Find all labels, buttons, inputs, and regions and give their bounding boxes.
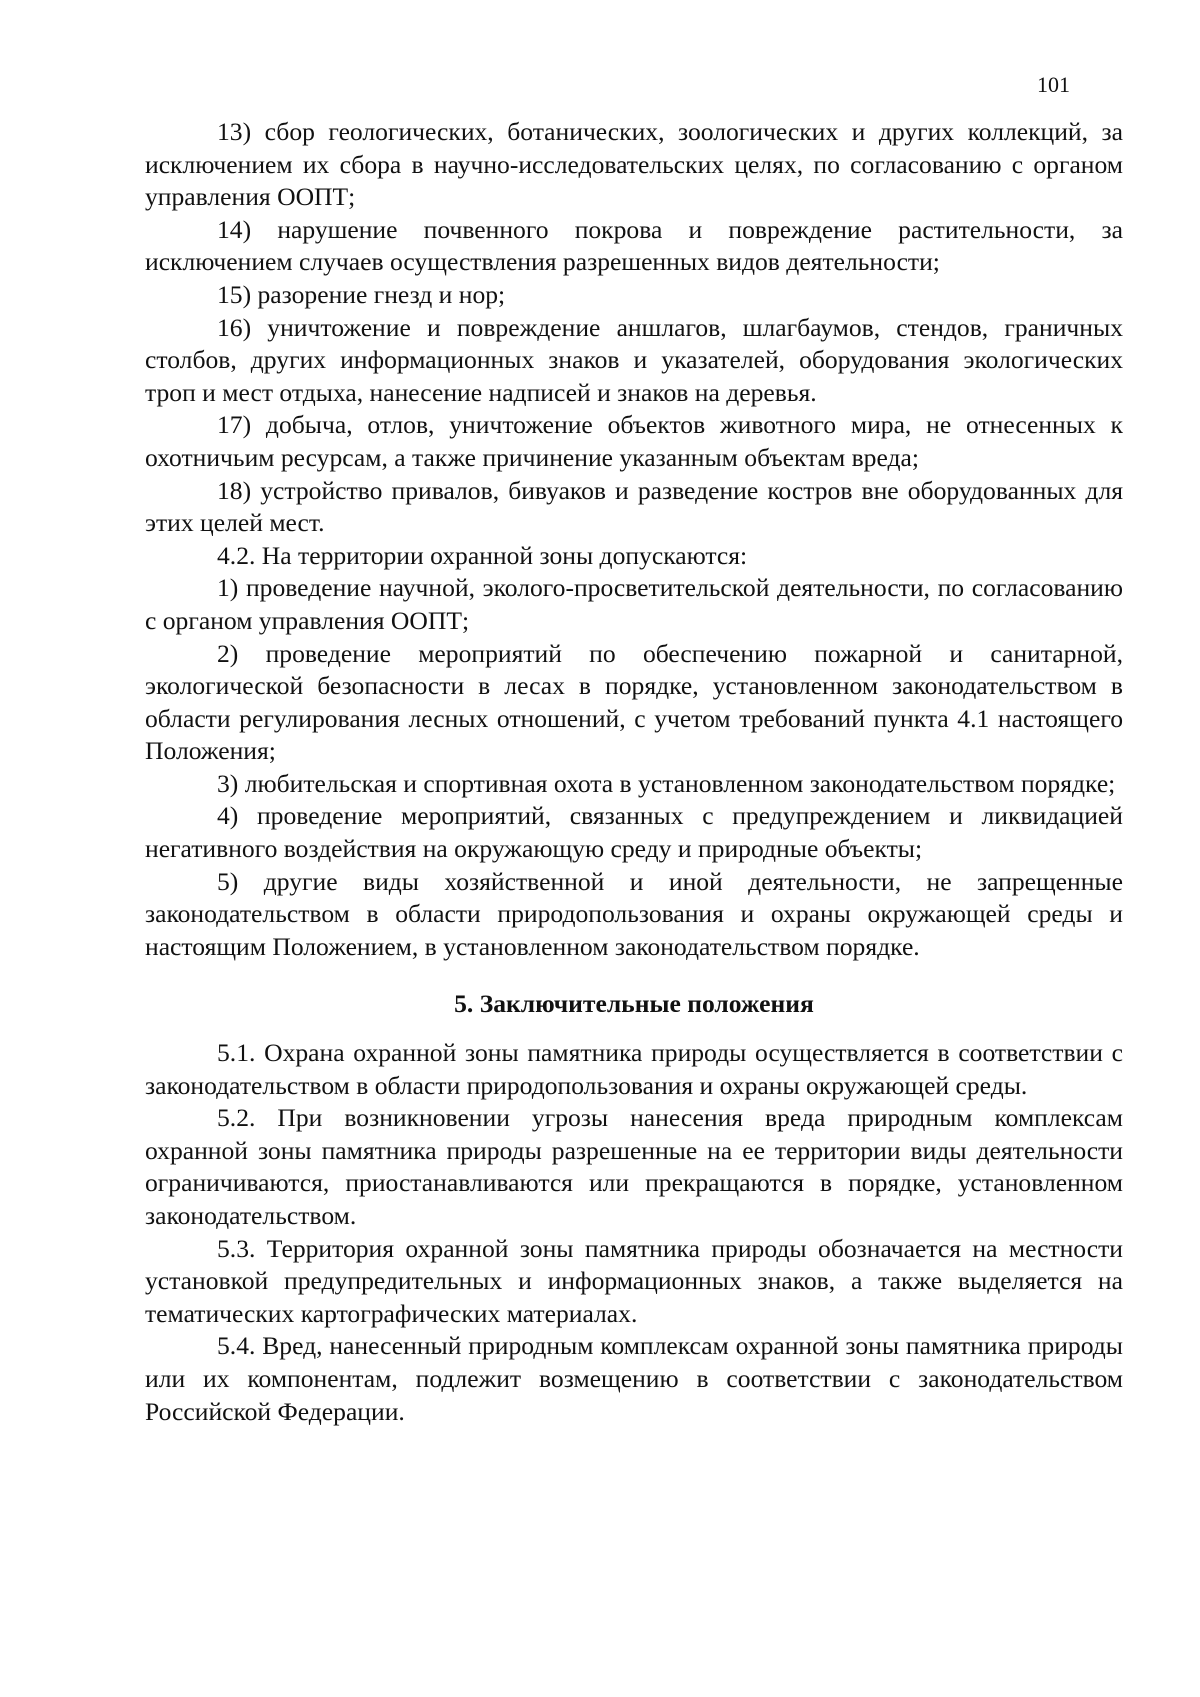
section-heading: 5. Заключительные положения (454, 989, 814, 1019)
allowed-item-3: 3) любительская и спортивная охота в установленном законодательством порядке; (217, 768, 1116, 798)
list-item-16: 16) уничтожение и повреждение аншлагов, шлагбаумов, стендов, граничных столбов, других информационных знаков и указателей, оборудования экологических троп и мест отдыха, нанесение надписей и знаков на деревья. (145, 312, 1123, 407)
list-item-15: 15) разорение гнезд и нор; (217, 279, 506, 309)
clause-5-2: 5.2. При возникновении угрозы нанесения вреда природным комплексам охранной зоны памятника природы разрешенные на ее территории виды деятельности ограничиваются, приостанавливаются или прекращаются в порядке, установленном законодательством. (145, 1103, 1123, 1230)
list-item-18: 18) устройство привалов, бивуаков и разведение костров вне оборудованных для этих целей мест. (145, 475, 1123, 538)
list-item-13: 13) сбор геологических, ботанических, зоологических и других коллекций, за исключением их сбора в научно-исследовательских целях, по согласованию с органом управления ООПТ; (145, 117, 1123, 212)
document-body (145, 116, 1123, 1428)
clause-4-2: 4.2. На территории охранной зоны допускаются: (217, 540, 748, 570)
allowed-item-4: 4) проведение мероприятий, связанных с предупреждением и ликвидацией негативного воздействия на окружающую среду и природные объекты; (145, 801, 1123, 864)
list-item-14: 14) нарушение почвенного покрова и повреждение растительности, за исключением случаев осуществления разрешенных видов деятельности; (145, 214, 1123, 277)
list-item-17: 17) добыча, отлов, уничтожение объектов животного мира, не отнесенных к охотничьим ресурсам, а также причинение указанным объектам вреда; (145, 410, 1123, 472)
allowed-item-2: 2) проведение мероприятий по обеспечению пожарной и санитарной, экологической безопасности в лесах в порядке, установленном законодательством в области регулирования лесных отношений, с учетом требований пункта 4.1 настоящего Положения; (145, 638, 1123, 766)
clause-5-3: 5.3. Территория охранной зоны памятника природы обозначается на местности установкой предупредительных и информационных знаков, а также выделяется на тематических картографических материалах. (145, 1233, 1123, 1328)
clause-5-1: 5.1. Охрана охранной зоны памятника природы осуществляется в соответствии с законодательством в области природопользования и охраны окружающей среды. (145, 1038, 1123, 1100)
page-number: 101 (1037, 72, 1070, 97)
allowed-item-1: 1) проведение научной, эколого-просветительской деятельности, по согласованию с органом управления ООПТ; (145, 573, 1123, 635)
clause-5-4: 5.4. Вред, нанесенный природным комплексам охранной зоны памятника природы или их компонентам, подлежит возмещению в соответствии с законодательством Российской Федерации. (145, 1331, 1123, 1426)
allowed-item-5: 5) другие виды хозяйственной и иной деятельности, не запрещенные законодательством в области природопользования и охраны окружающей среды и настоящим Положением, в установленном законодательством порядке. (145, 866, 1123, 961)
